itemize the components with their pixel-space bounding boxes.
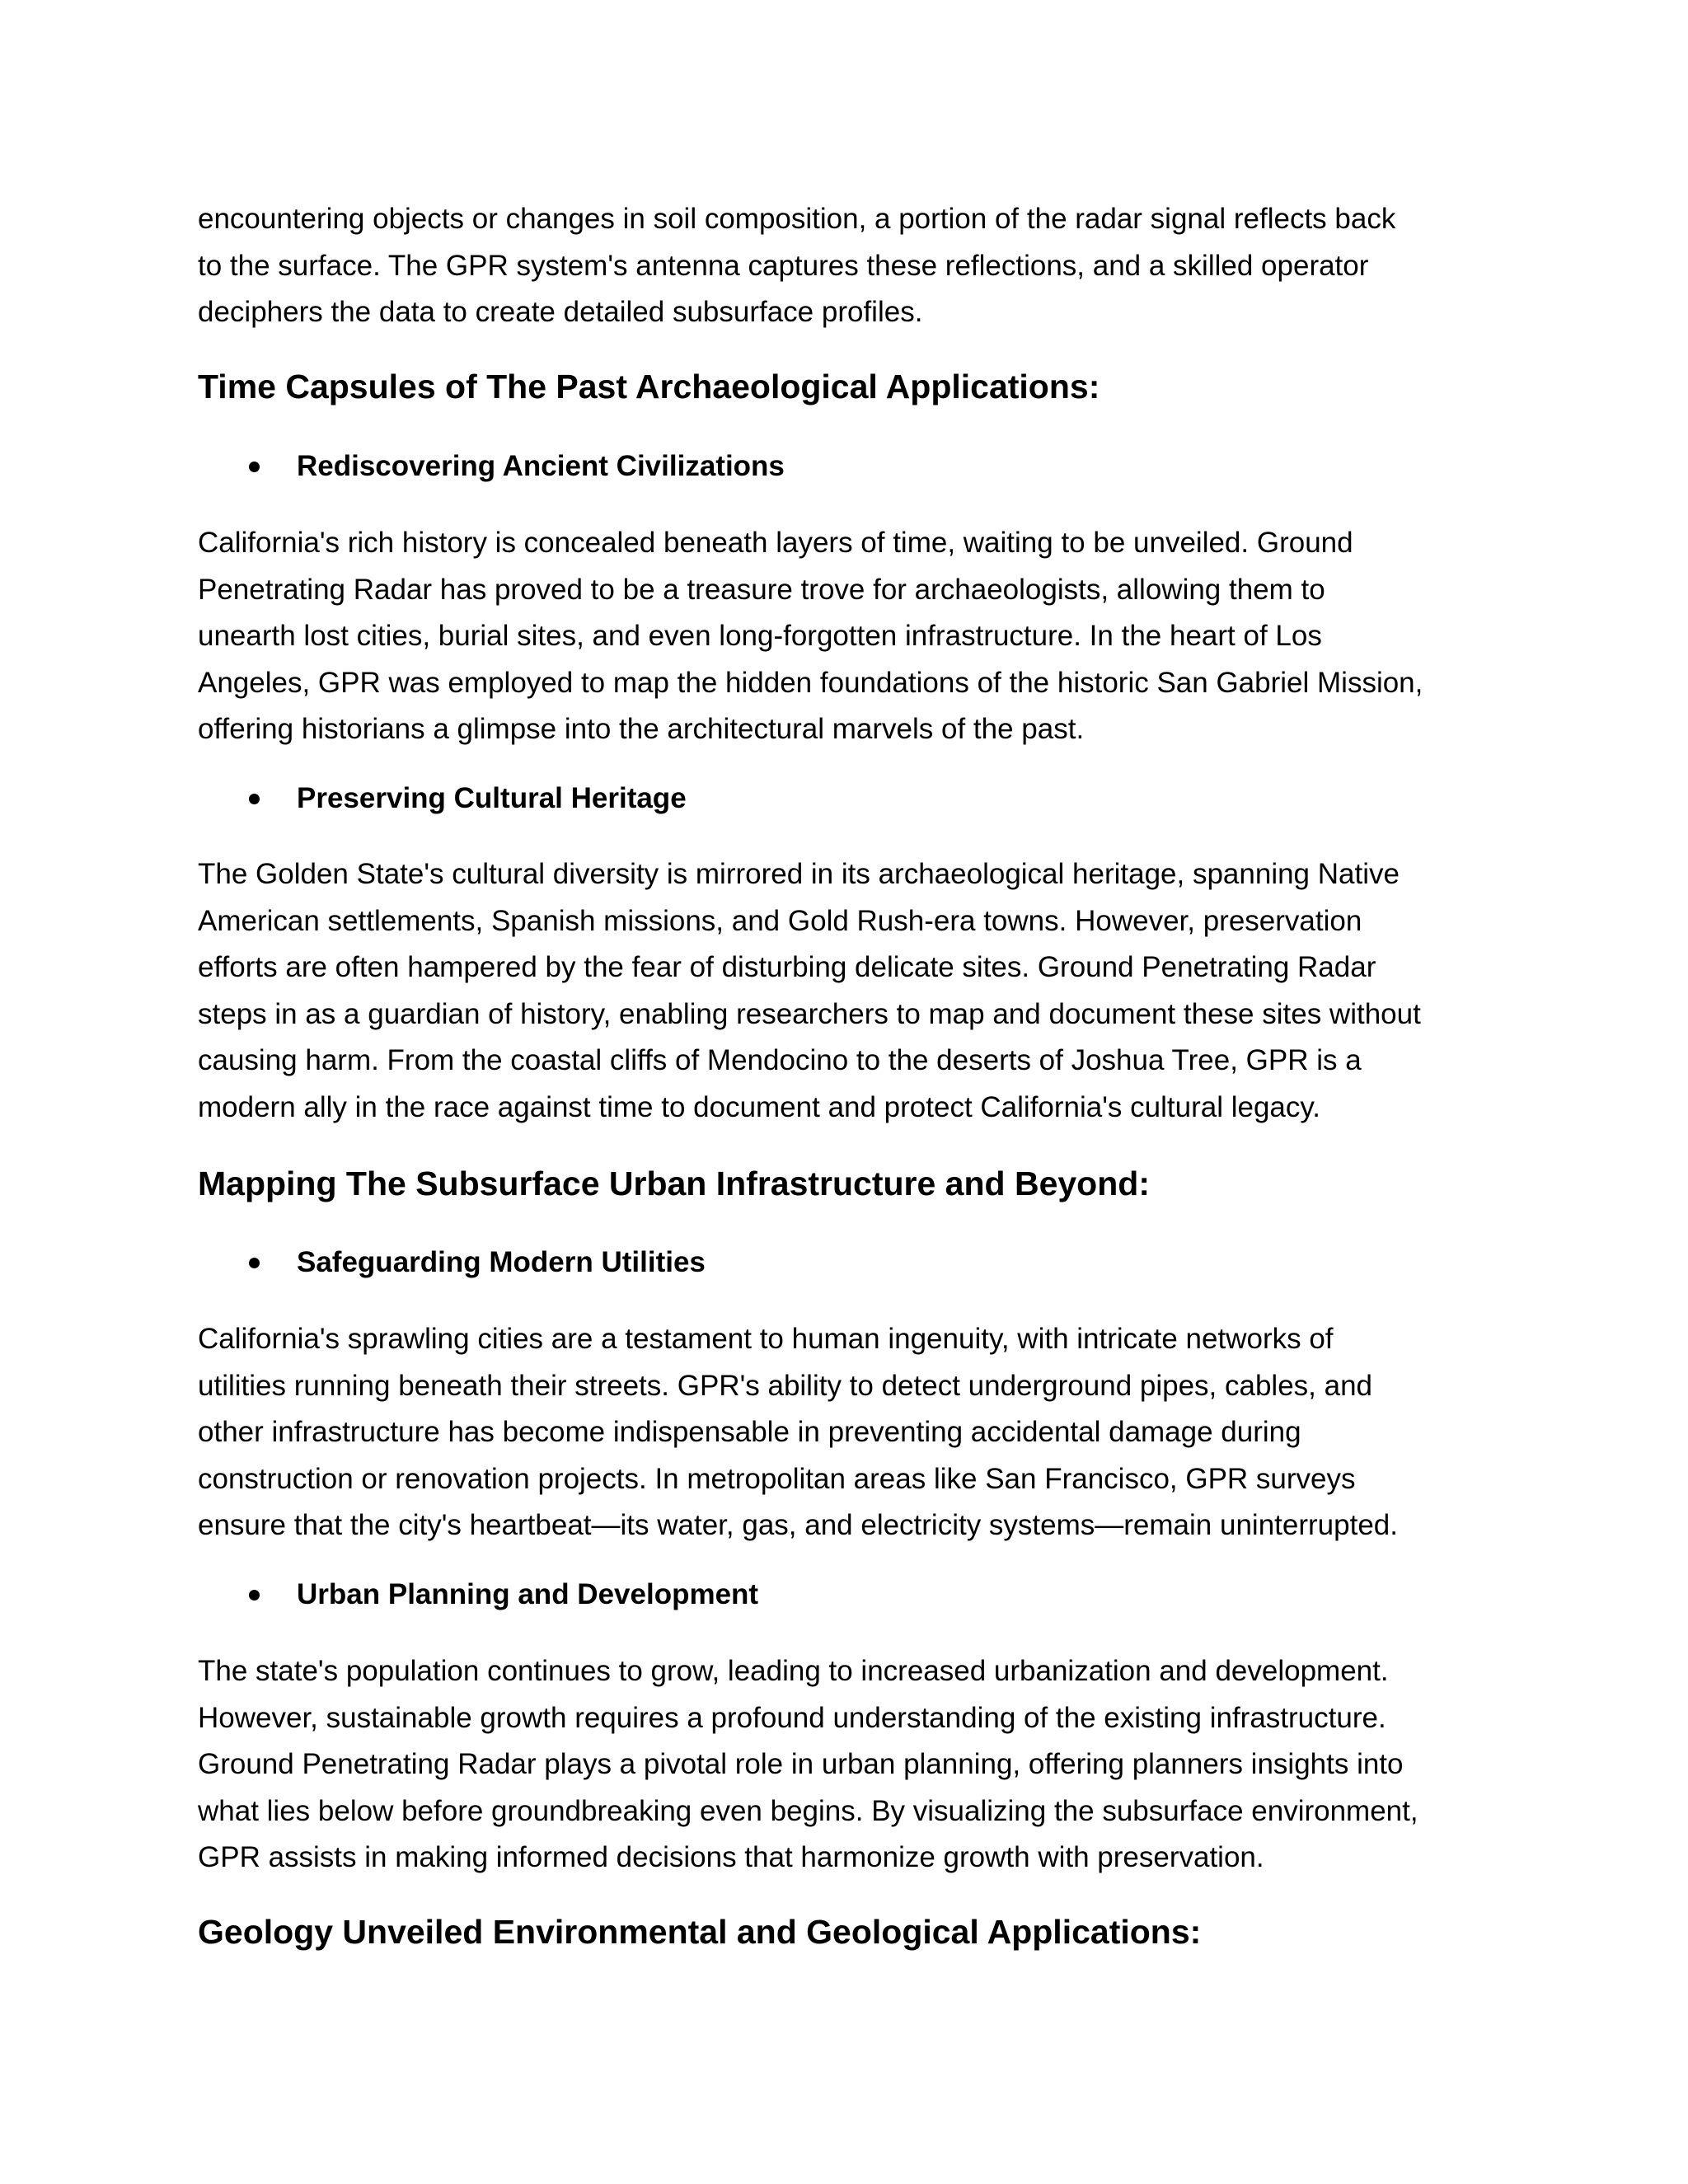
bullet-subheading-text: Urban Planning and Development: [297, 1578, 759, 1610]
paragraph-line: GPR assists in making informed decisions that harmonize growth with preservation.: [198, 1841, 1264, 1873]
body-paragraph: [198, 520, 1500, 753]
paragraph-line: unearth lost cities, burial sites, and even long-forgotten infrastructure. In the heart of Los: [198, 620, 1322, 652]
paragraph-line: utilities running beneath their streets. GPR's ability to detect underground pipes, cables, and: [198, 1369, 1373, 1402]
paragraph-line: California's rich history is concealed beneath layers of time, waiting to be unveiled. Ground: [198, 527, 1353, 559]
paragraph-line: deciphers the data to create detailed subsurface profiles.: [198, 296, 923, 328]
section-heading: Geology Unveiled Environmental and Geological Applications:: [198, 1913, 1202, 1951]
paragraph-line: what lies below before groundbreaking even begins. By visualizing the subsurface environment,: [198, 1794, 1418, 1827]
bullet-subheading-text: Safeguarding Modern Utilities: [297, 1246, 706, 1278]
body-paragraph: [198, 1648, 1500, 1882]
paragraph-line: Ground Penetrating Radar plays a pivotal role in urban planning, offering planners insights into: [198, 1748, 1404, 1780]
bullet-icon: [249, 462, 260, 472]
intro-paragraph: [198, 196, 1500, 336]
paragraph-line: encountering objects or changes in soil composition, a portion of the radar signal reflects back: [198, 203, 1396, 235]
bullet-subheading-text: Preserving Cultural Heritage: [297, 782, 687, 814]
section-heading: Time Capsules of The Past Archaeological Applications:: [198, 368, 1100, 405]
paragraph-line: ensure that the city's heartbeat—its water, gas, and electricity systems—remain uninterrupted.: [198, 1509, 1398, 1541]
paragraph-line: efforts are often hampered by the fear of disturbing delicate sites. Ground Penetrating Radar: [198, 951, 1376, 983]
paragraph-line: other infrastructure has become indispensable in preventing accidental damage during: [198, 1416, 1301, 1448]
paragraph-line: However, sustainable growth requires a profound understanding of the existing infrastructure.: [198, 1701, 1386, 1734]
bullet-icon: [249, 1258, 260, 1268]
paragraph-line: offering historians a glimpse into the architectural marvels of the past.: [198, 713, 1085, 745]
paragraph-line: modern ally in the race against time to document and protect California's cultural legacy.: [198, 1090, 1321, 1123]
paragraph-line: Angeles, GPR was employed to map the hidden foundations of the historic San Gabriel Mission,: [198, 666, 1423, 699]
body-paragraph: [198, 1316, 1500, 1549]
bullet-icon: [249, 1590, 260, 1601]
paragraph-line: The state's population continues to grow, leading to increased urbanization and development.: [198, 1655, 1389, 1687]
section-heading: Mapping The Subsurface Urban Infrastructure and Beyond:: [198, 1165, 1150, 1202]
paragraph-line: Penetrating Radar has proved to be a treasure trove for archaeologists, allowing them to: [198, 573, 1325, 606]
paragraph-line: construction or renovation projects. In metropolitan areas like San Francisco, GPR surveys: [198, 1462, 1356, 1495]
paragraph-line: The Golden State's cultural diversity is mirrored in its archaeological heritage, spanning Native: [198, 858, 1400, 890]
paragraph-line: to the surface. The GPR system's antenna captures these reflections, and a skilled operator: [198, 249, 1369, 282]
bullet-icon: [249, 794, 260, 804]
body-paragraph: [198, 851, 1500, 1131]
paragraph-line: steps in as a guardian of history, enabling researchers to map and document these sites without: [198, 997, 1421, 1030]
paragraph-line: California's sprawling cities are a testament to human ingenuity, with intricate networks of: [198, 1323, 1334, 1355]
paragraph-line: American settlements, Spanish missions, and Gold Rush-era towns. However, preservation: [198, 904, 1362, 937]
bullet-subheading-text: Rediscovering Ancient Civilizations: [297, 450, 785, 482]
paragraph-line: causing harm. From the coastal cliffs of Mendocino to the deserts of Joshua Tree, GPR is a: [198, 1044, 1362, 1076]
